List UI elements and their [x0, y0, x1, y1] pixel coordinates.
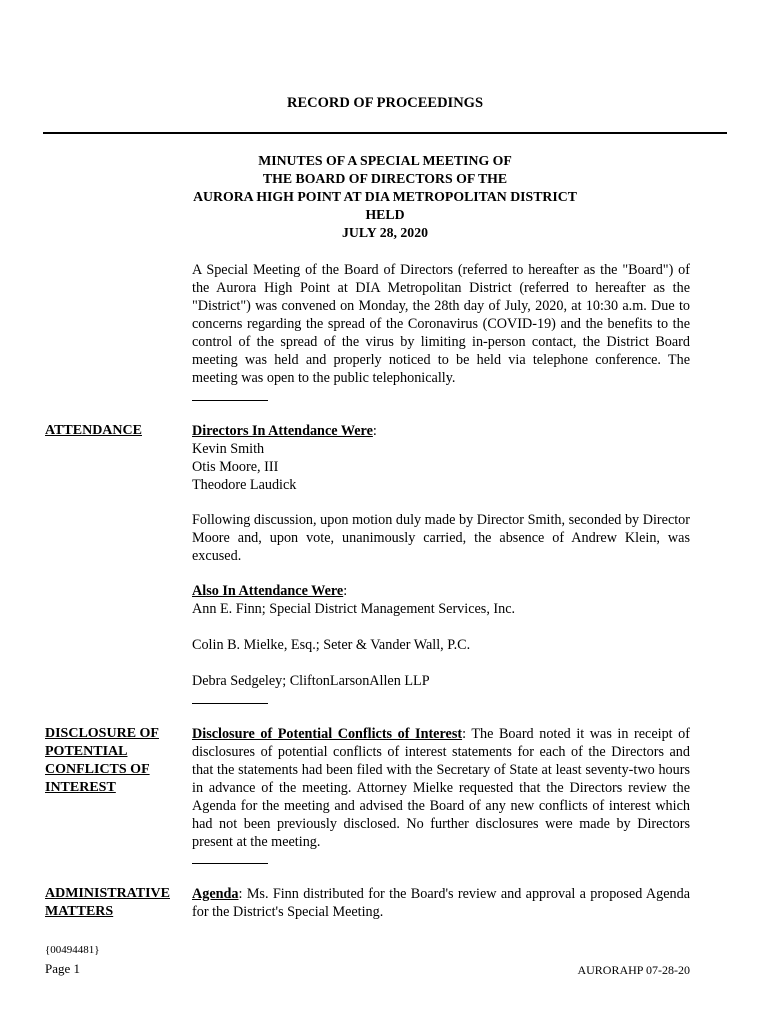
administrative-label — [45, 885, 185, 921]
disclosure-label-line: INTEREST — [45, 780, 116, 795]
agenda-text: Ms. Finn distributed for the Board's review and approval a proposed Agenda for the District's Special Meeting. — [192, 886, 690, 920]
heading-line: AURORA HIGH POINT AT DIA METROPOLITAN DISTRICT — [193, 189, 577, 204]
director-name: Otis Moore, III — [192, 459, 279, 475]
section-divider — [192, 703, 268, 704]
also-attendee: Ann E. Finn; Special District Management Services, Inc. — [192, 601, 516, 617]
intro-paragraph: A Special Meeting of the Board of Directors (referred to hereafter as the "Board") of the Aurora High Point at DIA Metropolitan District (referred to hereafter as the "District") was convened on Monday, the 28th day of July, 2020, at 10:30 a.m. Due to concerns regarding the spread of the Coronavirus (COVID-19) and the benefits to the control of the spread of the virus by limiting in-person contact, the District Board meeting was held and properly noticed to be held via telephone conference. The meeting was open to the public telephonically. — [192, 262, 690, 386]
page-title: RECORD OF PROCEEDINGS — [286, 95, 484, 111]
disclosure-label-line: POTENTIAL — [45, 744, 128, 759]
director-name: Kevin Smith — [192, 441, 265, 457]
disclosure-label-line: DISCLOSURE OF — [45, 726, 159, 741]
agenda-heading: Agenda — [192, 886, 239, 902]
attendance-label: ATTENDANCE — [45, 423, 142, 438]
heading-line: JULY 28, 2020 — [342, 225, 428, 240]
also-heading: Also In Attendance Were — [192, 583, 344, 599]
also-attendee: Debra Sedgeley; CliftonLarsonAllen LLP — [192, 673, 430, 689]
directors-list — [192, 440, 690, 494]
excused-paragraph: Following discussion, upon motion duly made by Director Smith, seconded by Director Moore and, upon vote, unanimously carried, the absence of Andrew Klein, was excused. — [192, 512, 690, 564]
section-divider — [192, 400, 268, 401]
minutes-heading — [0, 152, 770, 242]
also-heading-line: Also In Attendance Were: — [192, 583, 348, 599]
disclosure-text: The Board noted it was in receipt of disclosures of potential conflicts of interest statements for each of the Directors and that the statements had been filed with the Secretary of State at least seventy-two hours in advance of the meeting. Attorney Mielke requested that the Directors review the Agenda for the meeting and advised the Board of any new conflicts of interest which had not been previously disclosed. No further disclosures were made by Directors present at the meeting. — [192, 726, 691, 850]
directors-heading-line: Directors In Attendance Were: — [192, 423, 377, 439]
also-attendee: Colin B. Mielke, Esq.; Seter & Vander Wall, P.C. — [192, 637, 471, 653]
disclosure-label-line: CONFLICTS OF — [45, 762, 150, 777]
heading-line: THE BOARD OF DIRECTORS OF THE — [262, 171, 508, 186]
section-divider — [192, 863, 268, 864]
document-id: {00494481} — [45, 944, 100, 956]
title-divider — [43, 132, 727, 134]
director-name: Theodore Laudick — [192, 477, 297, 493]
disclosure-heading: Disclosure of Potential Conflicts of Interest — [192, 726, 463, 742]
heading-line: HELD — [365, 207, 405, 222]
administrative-label-line: ADMINISTRATIVE — [45, 886, 170, 901]
administrative-label-line: MATTERS — [45, 904, 114, 919]
agenda-paragraph: Agenda: Ms. Finn distributed for the Board's review and approval a proposed Agenda for the District's Special Meeting. — [192, 886, 690, 920]
disclosure-paragraph: Disclosure of Potential Conflicts of Interest: The Board noted it was in receipt of disclosures of potential conflicts of interest statements for each of the Directors and that the statements had been filed with the Secretary of State at least seventy-two hours in advance of the meeting. Attorney Mielke requested that the Directors review the Agenda for the meeting and advised the Board of any new conflicts of interest which had not been previously disclosed. No further disclosures were made by Directors present at the meeting. — [192, 726, 691, 850]
footer-code: AURORAHP 07-28-20 — [577, 963, 690, 977]
page-number: Page 1 — [45, 961, 81, 976]
heading-line: MINUTES OF A SPECIAL MEETING OF — [258, 153, 512, 168]
directors-heading: Directors In Attendance Were — [192, 423, 373, 439]
disclosure-label — [45, 725, 185, 797]
